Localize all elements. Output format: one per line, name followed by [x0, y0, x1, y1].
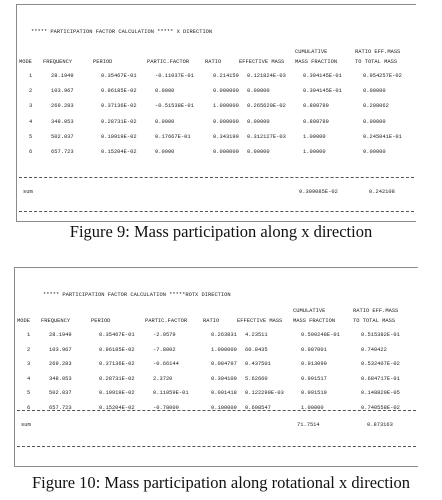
cell-effective-mass: 0.608547 — [245, 404, 271, 411]
cell-period: 0.96185E-02 — [99, 346, 135, 353]
table-row — [17, 103, 416, 118]
caption-label: Figure 9 — [69, 222, 126, 241]
participation-table — [17, 49, 416, 164]
table-heading: ***** PARTICIPATION FACTOR CALCULATION ***** X DIRECTION — [31, 29, 213, 35]
cell-effective-mass: 0.265620E-02 — [247, 103, 286, 110]
cell-period: 0.28731E-02 — [99, 375, 135, 382]
cell-mass-fraction: 0.590248E-01 — [301, 332, 340, 338]
cell-ratio-to-total: 0.148829E-05 — [361, 390, 400, 397]
caption-text: : Mass participation along rotational x direction — [95, 473, 411, 492]
table-row — [15, 405, 418, 420]
cell-frequency: 269.283 — [49, 361, 72, 368]
table-row — [17, 134, 416, 149]
cell-ratio: 0.100009 — [211, 404, 237, 411]
column-header-effective-mass: EFFECTIVE MASS — [237, 318, 283, 324]
cell-period: 0.35467E-01 — [99, 332, 135, 338]
cell-effective-mass: 0.122299E-03 — [245, 390, 284, 397]
cell-mode: 1 — [29, 73, 33, 79]
column-header-frequency: FREQUENCY — [41, 318, 71, 324]
column-header-mass-fraction: MASS FRACTION — [295, 59, 338, 65]
sum-label: sum — [21, 422, 31, 428]
cell-ratio: 0.343190 — [213, 133, 239, 140]
cell-ratio: 0.304100 — [211, 375, 237, 382]
sum-effective-mass: 71.7514 — [297, 422, 320, 428]
cell-frequency: 502.037 — [49, 390, 72, 397]
figure-9-output-panel — [16, 4, 416, 222]
cell-frequency: 657.723 — [51, 148, 74, 155]
cell-ratio: 0.000000 — [213, 88, 239, 95]
cell-ratio-to-total: 0.515382E-01 — [361, 332, 400, 338]
cell-mode: 5 — [27, 390, 31, 397]
column-header-top: RATIO EFF.MASS — [355, 49, 401, 55]
cell-period: 0.19919E-02 — [101, 133, 137, 140]
cell-period: 0.37136E-02 — [101, 103, 137, 110]
cell-frequency: 103.967 — [51, 88, 74, 95]
header-row — [17, 59, 416, 73]
cell-period: 0.96185E-02 — [101, 88, 137, 95]
table-row — [17, 119, 416, 134]
column-header-ratio: RATIO — [205, 59, 222, 65]
cell-effective-mass: 0.00000 — [247, 118, 270, 125]
cell-mass-fraction: 0.394145E-01 — [303, 88, 342, 95]
cell-mass-fraction: 1.00000 — [303, 133, 326, 140]
cell-mode: 4 — [27, 375, 31, 382]
cell-effective-mass: 0.00000 — [247, 88, 270, 95]
sum-label: sum — [23, 189, 33, 195]
cell-ratio-to-total: 0.208062 — [363, 103, 389, 110]
cell-ratio: 0.084797 — [211, 361, 237, 368]
column-header-top: RATIO EFF.MASS — [353, 308, 399, 314]
sum-effective-mass: 0.309085E-02 — [299, 189, 338, 195]
cell-period: 0.37136E-02 — [99, 361, 135, 368]
table-row — [17, 149, 416, 164]
cell-mass-fraction: 1.00000 — [303, 148, 326, 155]
cell-ratio-to-total: 0.740558E-02 — [361, 404, 400, 411]
cell-frequency: 502.037 — [51, 133, 74, 140]
table-row — [15, 361, 418, 376]
cell-partic-factor: -0.66144 — [153, 361, 179, 368]
table-row — [17, 88, 416, 103]
table-row — [15, 390, 418, 405]
cell-ratio-to-total: 0.245041E-01 — [363, 133, 402, 140]
cell-frequency: 103.967 — [49, 346, 72, 353]
cell-mode: 3 — [29, 103, 33, 110]
cell-effective-mass: 4.23511 — [245, 332, 268, 338]
table-row — [17, 73, 416, 88]
cell-frequency: 348.053 — [51, 118, 74, 125]
cell-partic-factor: 0.0000 — [155, 88, 175, 95]
cell-mode: 6 — [27, 404, 31, 411]
cell-mode: 2 — [29, 88, 33, 95]
divider — [19, 177, 414, 178]
cell-ratio-to-total: 0.740422 — [361, 346, 387, 353]
column-header-ratio-to-total: TO TOTAL MASS — [353, 318, 396, 324]
cell-partic-factor: -7.8002 — [153, 346, 176, 353]
cell-ratio-to-total: 0.684717E-01 — [361, 375, 400, 382]
cell-mass-fraction: 0.898789 — [303, 103, 329, 110]
column-header-period: PERIOD — [93, 59, 113, 65]
cell-partic-factor: -0.11037E-01 — [155, 73, 194, 79]
cell-mass-fraction: 0.898789 — [303, 118, 329, 125]
cell-effective-mass: 60.8435 — [245, 346, 268, 353]
cell-effective-mass: 5.62660 — [245, 375, 268, 382]
column-header-top: CUMULATIVE — [293, 308, 326, 314]
cell-period: 0.15204E-02 — [101, 148, 137, 155]
cell-effective-mass: 0.121824E-03 — [247, 73, 286, 79]
cell-partic-factor: -0.51538E-01 — [155, 103, 194, 110]
cell-partic-factor: -2.0579 — [153, 332, 176, 338]
participation-table — [15, 308, 418, 420]
cell-mass-fraction: 0.991517 — [301, 375, 327, 382]
column-header-mode: MODE — [17, 318, 30, 324]
column-header-partic-factor: PARTIC.FACTOR — [145, 318, 188, 324]
header-row-top — [15, 308, 418, 318]
figure-10-output-panel — [14, 267, 418, 467]
cell-mode: 3 — [27, 361, 31, 368]
cell-ratio: 1.000000 — [213, 103, 239, 110]
cell-effective-mass: 0.437501 — [245, 361, 271, 368]
cell-frequency: 269.283 — [51, 103, 74, 110]
column-header-top: CUMULATIVE — [295, 49, 328, 55]
column-header-period: PERIOD — [91, 318, 111, 324]
cell-ratio-to-total: 0.954257E-02 — [363, 73, 402, 79]
cell-partic-factor: 0.11059E-01 — [153, 390, 189, 397]
cell-mass-fraction: 0.907001 — [301, 346, 327, 353]
cell-ratio-to-total: 0.00000 — [363, 88, 386, 95]
figure-10-caption — [0, 473, 442, 493]
cell-frequency: 657.723 — [49, 404, 72, 411]
cell-mass-fraction: 1.00000 — [301, 404, 324, 411]
cell-mode: 1 — [27, 332, 31, 338]
divider — [17, 446, 416, 447]
cell-mass-fraction: 0.991519 — [301, 390, 327, 397]
cell-effective-mass: 0.312127E-03 — [247, 133, 286, 140]
cell-ratio: 0.000000 — [213, 148, 239, 155]
cell-partic-factor: -0.78009 — [153, 404, 179, 411]
column-header-ratio-to-total: TO TOTAL MASS — [355, 59, 398, 65]
table-row — [15, 376, 418, 391]
column-header-mode: MODE — [19, 59, 32, 65]
divider — [19, 211, 414, 212]
cell-mass-fraction: 0.394145E-01 — [303, 73, 342, 79]
column-header-partic-factor: PARTIC.FACTOR — [147, 59, 190, 65]
cell-mode: 6 — [29, 148, 33, 155]
cell-partic-factor: 0.0000 — [155, 118, 175, 125]
cell-period: 0.28731E-02 — [101, 118, 137, 125]
cell-ratio-to-total: 0.532407E-02 — [361, 361, 400, 368]
cell-ratio: 1.000000 — [211, 346, 237, 353]
caption-label: Figure 10 — [31, 473, 96, 492]
cell-partic-factor: 2.3720 — [153, 375, 173, 382]
sum-ratio: 0.242108 — [369, 189, 395, 195]
column-header-mass-fraction: MASS FRACTION — [293, 318, 336, 324]
cell-mode: 5 — [29, 133, 33, 140]
column-header-ratio: RATIO — [203, 318, 220, 324]
cell-mode: 4 — [29, 118, 33, 125]
table-row — [15, 347, 418, 362]
cell-mode: 2 — [27, 346, 31, 353]
column-header-effective-mass: EFFECTIVE MASS — [239, 59, 285, 65]
cell-partic-factor: 0.0000 — [155, 148, 175, 155]
cell-period: 0.15204E-02 — [99, 404, 135, 411]
cell-frequency: 28.1949 — [49, 332, 72, 338]
column-header-frequency: FREQUENCY — [43, 59, 73, 65]
cell-ratio-to-total: 0.00000 — [363, 118, 386, 125]
cell-ratio: 0.000000 — [213, 118, 239, 125]
cell-period: 0.35467E-01 — [101, 73, 137, 79]
cell-ratio-to-total: 0.00000 — [363, 148, 386, 155]
divider — [17, 410, 416, 411]
cell-mass-fraction: 0.913099 — [301, 361, 327, 368]
caption-text: : Mass participation along x direction — [125, 222, 373, 241]
cell-effective-mass: 0.00000 — [247, 148, 270, 155]
table-row — [15, 332, 418, 347]
sum-ratio: 0.873163 — [367, 422, 393, 428]
cell-frequency: 28.1949 — [51, 73, 74, 79]
cell-ratio: 0.001418 — [211, 390, 237, 397]
figure-9-caption — [0, 222, 442, 242]
cell-partic-factor: 0.17667E-01 — [155, 133, 191, 140]
cell-ratio: 0.263831 — [211, 332, 237, 338]
cell-period: 0.19919E-02 — [99, 390, 135, 397]
cell-ratio: 0.214159 — [213, 73, 239, 79]
header-row — [15, 318, 418, 332]
table-heading: ***** PARTICIPATION FACTOR CALCULATION *****ROTX DIRECTION — [43, 292, 231, 298]
header-row-top — [17, 49, 416, 59]
cell-frequency: 348.053 — [49, 375, 72, 382]
